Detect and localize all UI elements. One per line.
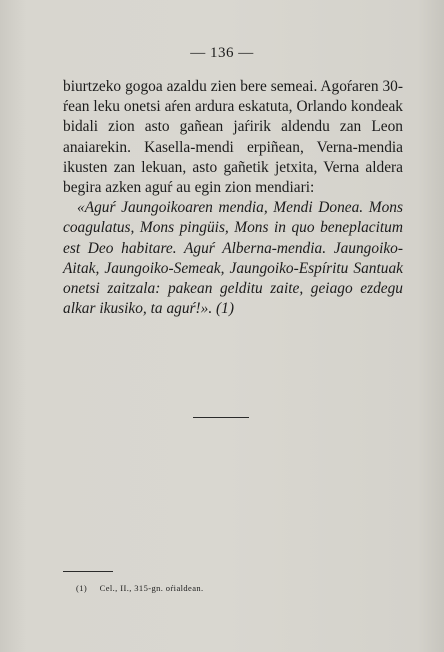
footnote-rule [63, 571, 113, 572]
footnote-text: Cel., II., 315-gn. oŕialdean. [99, 583, 204, 593]
paragraph: biurtzeko gogoa azaldu zien bere semeai. Agoŕaren 30-ŕean leku onetsi aŕen ardura eskatuta, Orlando kondeak bidali zion asto gañean jaŕirik aldendu zan Leon anaiarekin. Kasella-mendi erpiñean, Verna-mendia ikusten zan lekuan, asto gañetik jetxita, Verna aldera begira azken aguŕ au egin zion mendiari: [63, 78, 403, 197]
section-separator [193, 417, 249, 418]
footnote-marker: (1) [76, 583, 88, 593]
body-text [63, 77, 403, 319]
page-number: — 136 — [190, 45, 254, 61]
footnote [76, 583, 204, 593]
quote: «Aguŕ Jaungoikoaren mendia, Mendi Donea. Mons coagulatus, Mons pingüis, Mons in quo beneplacitum est Deo habitare. Aguŕ Alberna-mendia. Jaungoiko-Aitak, Jaungoiko-Semeak, Jaungoiko-Espíritu Santuak onetsi zaitzala: pakean gelditu zaite, geiago ezdegu alkar ikusiko, ta aguŕ!». (1) [63, 199, 403, 318]
